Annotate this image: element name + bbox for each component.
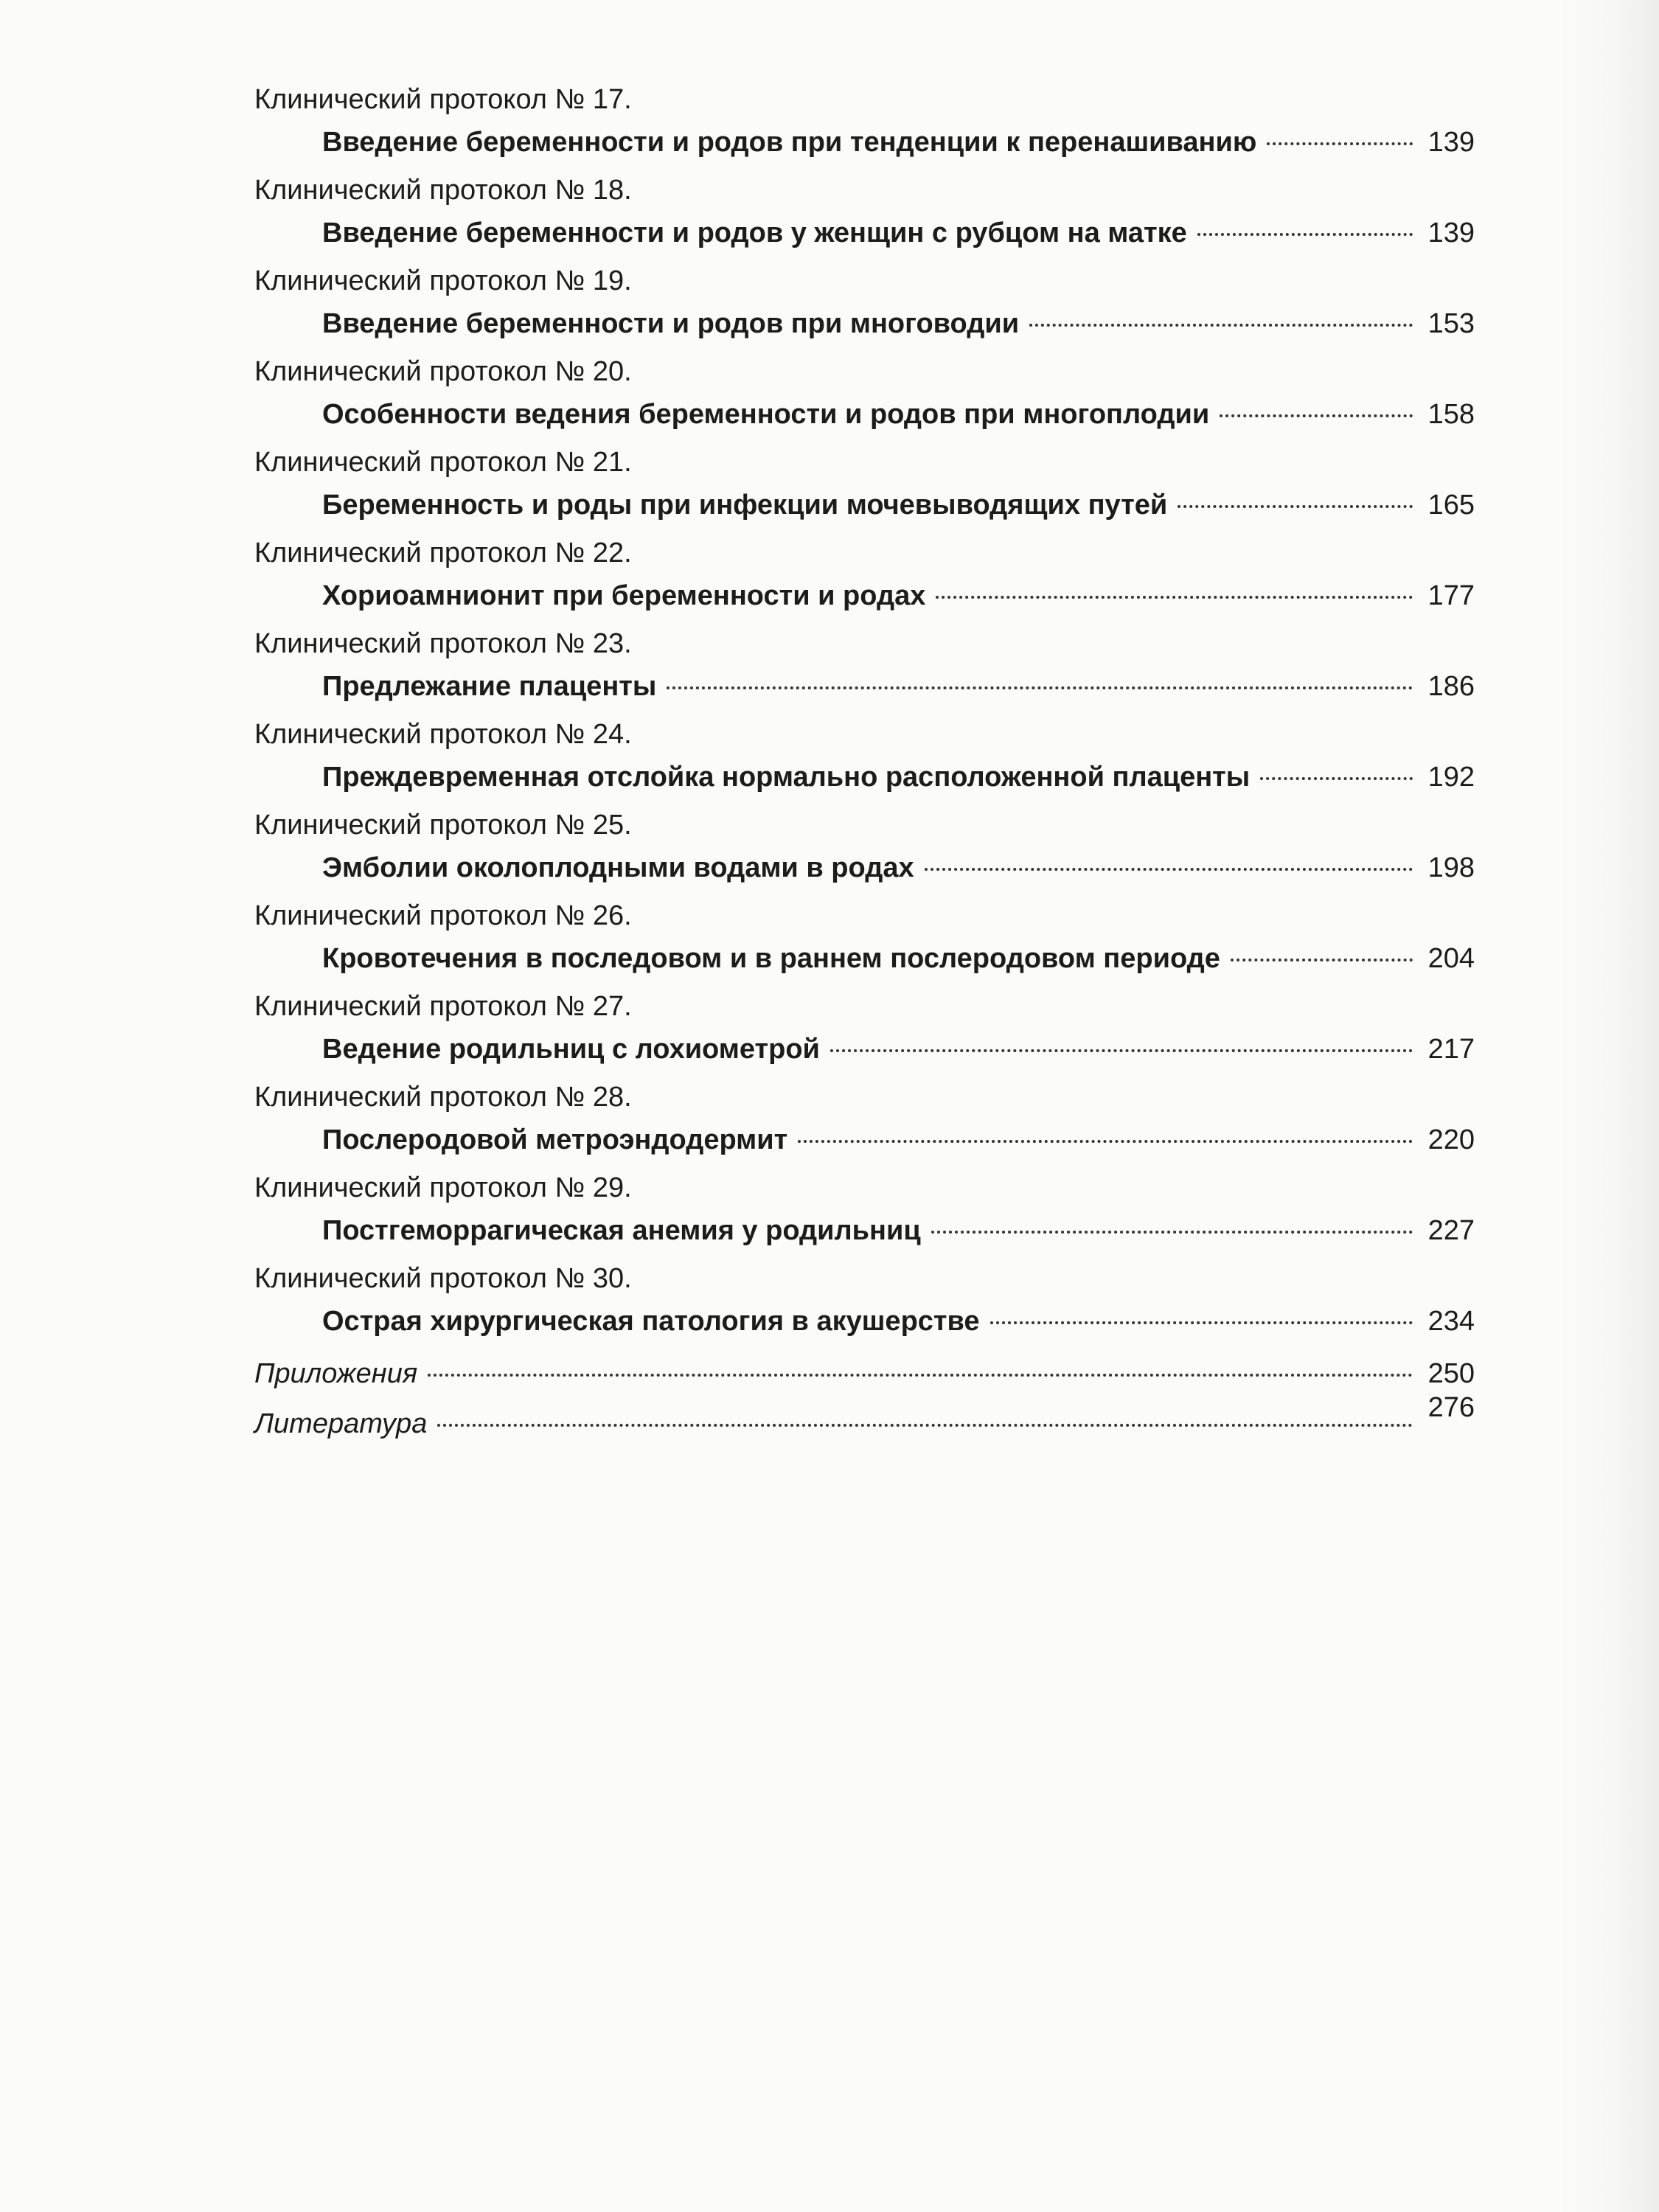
toc-entry-25 [254,808,1475,899]
dot-leader [936,596,1413,599]
page-number: 186 [1427,671,1475,702]
literature-label: Литература [254,1408,428,1439]
toc-entry-28 [254,1080,1475,1171]
protocol-label: Клинический протокол № 27. [254,991,632,1022]
toc-entry-18 [254,173,1475,264]
page-number: 217 [1427,1034,1475,1065]
toc-entry-27 [254,990,1475,1080]
protocol-label: Клинический протокол № 23. [254,628,632,659]
protocol-title: Хориоамнионит при беременности и родах [322,580,926,611]
dot-leader [1197,233,1413,236]
page-number: 158 [1427,399,1475,430]
toc-title-line [322,849,1475,886]
protocol-title: Ведение родильниц с лохиометрой [322,1034,820,1065]
protocol-title: Введение беременности и родов при многоводии [322,308,1020,339]
appendix-label: Приложения [254,1358,418,1389]
page-number: 165 [1427,490,1475,521]
toc-entry-21 [254,445,1475,536]
page-number: 234 [1427,1306,1475,1337]
toc-title-line [322,668,1475,705]
page-number: 198 [1427,852,1475,883]
toc-title-line [322,1303,1475,1340]
page-number: 204 [1427,943,1475,974]
dot-leader [1178,505,1413,508]
protocol-label: Клинический протокол № 26. [254,900,632,931]
page-number: 177 [1427,580,1475,611]
page-edge-shadow [1556,0,1659,2212]
toc-entry-24 [254,717,1475,808]
page-number: 250 [1427,1358,1475,1389]
protocol-title: Эмболии околоплодными водами в родах [322,852,914,883]
dot-leader [667,686,1413,689]
page-number: 227 [1427,1215,1475,1246]
protocol-label: Клинический протокол № 24. [254,719,632,750]
toc-title-line [322,1212,1475,1249]
toc-entry-17 [254,83,1475,173]
page-number: 139 [1427,127,1475,158]
protocol-title: Кровотечения в последовом и в раннем послеродовом периоде [322,943,1220,974]
protocol-title: Введение беременности и родов у женщин с рубцом на матке [322,218,1187,248]
toc-literature [254,1392,1475,1455]
toc-title-line [322,215,1475,251]
protocol-label: Клинический протокол № 28. [254,1082,632,1113]
protocol-title: Постгеморрагическая анемия у родильниц [322,1215,921,1246]
protocol-label: Клинический протокол № 21. [254,447,632,478]
protocol-label: Клинический протокол № 19. [254,265,632,296]
appendix-section [254,1355,1475,1455]
toc-title-line [322,1121,1475,1158]
protocol-label: Клинический протокол № 20. [254,356,632,387]
toc-title-line [322,305,1475,342]
dot-leader [925,868,1413,871]
protocol-title: Особенности ведения беременности и родов при многоплодии [322,399,1210,430]
toc-entry-19 [254,264,1475,355]
toc-entry-22 [254,536,1475,627]
dot-leader [437,1424,1413,1427]
toc-entry-30 [254,1262,1475,1352]
protocol-label: Клинический протокол № 29. [254,1172,632,1203]
protocol-title: Послеродовой метроэндодермит [322,1124,788,1155]
toc-title-line [322,940,1475,977]
protocol-label: Клинический протокол № 22. [254,538,632,568]
toc-entry-29 [254,1171,1475,1262]
dot-leader [990,1321,1413,1324]
page-number: 153 [1427,308,1475,339]
toc-title-line [322,577,1475,614]
table-of-contents [254,83,1475,1352]
protocol-label: Клинический протокол № 25. [254,810,632,841]
dot-leader [931,1231,1413,1234]
protocol-label: Клинический протокол № 17. [254,84,632,115]
page-number: 220 [1427,1124,1475,1155]
protocol-title: Острая хирургическая патология в акушерстве [322,1306,980,1337]
toc-title-line [322,759,1475,796]
toc-entry-20 [254,355,1475,445]
protocol-label: Клинический протокол № 18. [254,175,632,206]
toc-title-line [322,124,1475,161]
protocol-title: Предлежание плаценты [322,671,657,702]
protocol-title: Введение беременности и родов при тенденции к перенашиванию [322,127,1257,158]
protocol-title: Преждевременная отслойка нормально расположенной плаценты [322,762,1251,793]
toc-title-line [322,396,1475,433]
page-number: 192 [1427,762,1475,793]
page-number: 276 [1427,1392,1475,1423]
toc-title-line [322,1031,1475,1068]
dot-leader [830,1049,1413,1052]
page-number: 139 [1427,218,1475,248]
dot-leader [1260,777,1413,780]
dot-leader [798,1140,1413,1143]
protocol-title: Беременность и роды при инфекции мочевыводящих путей [322,490,1168,521]
dot-leader [1231,959,1413,961]
dot-leader [428,1374,1413,1377]
toc-appendix [254,1355,1475,1405]
protocol-label: Клинический протокол № 30. [254,1263,632,1294]
dot-leader [1267,142,1413,145]
toc-entry-23 [254,627,1475,717]
dot-leader [1029,324,1413,327]
toc-title-line [322,487,1475,524]
dot-leader [1220,414,1413,417]
toc-entry-26 [254,899,1475,990]
